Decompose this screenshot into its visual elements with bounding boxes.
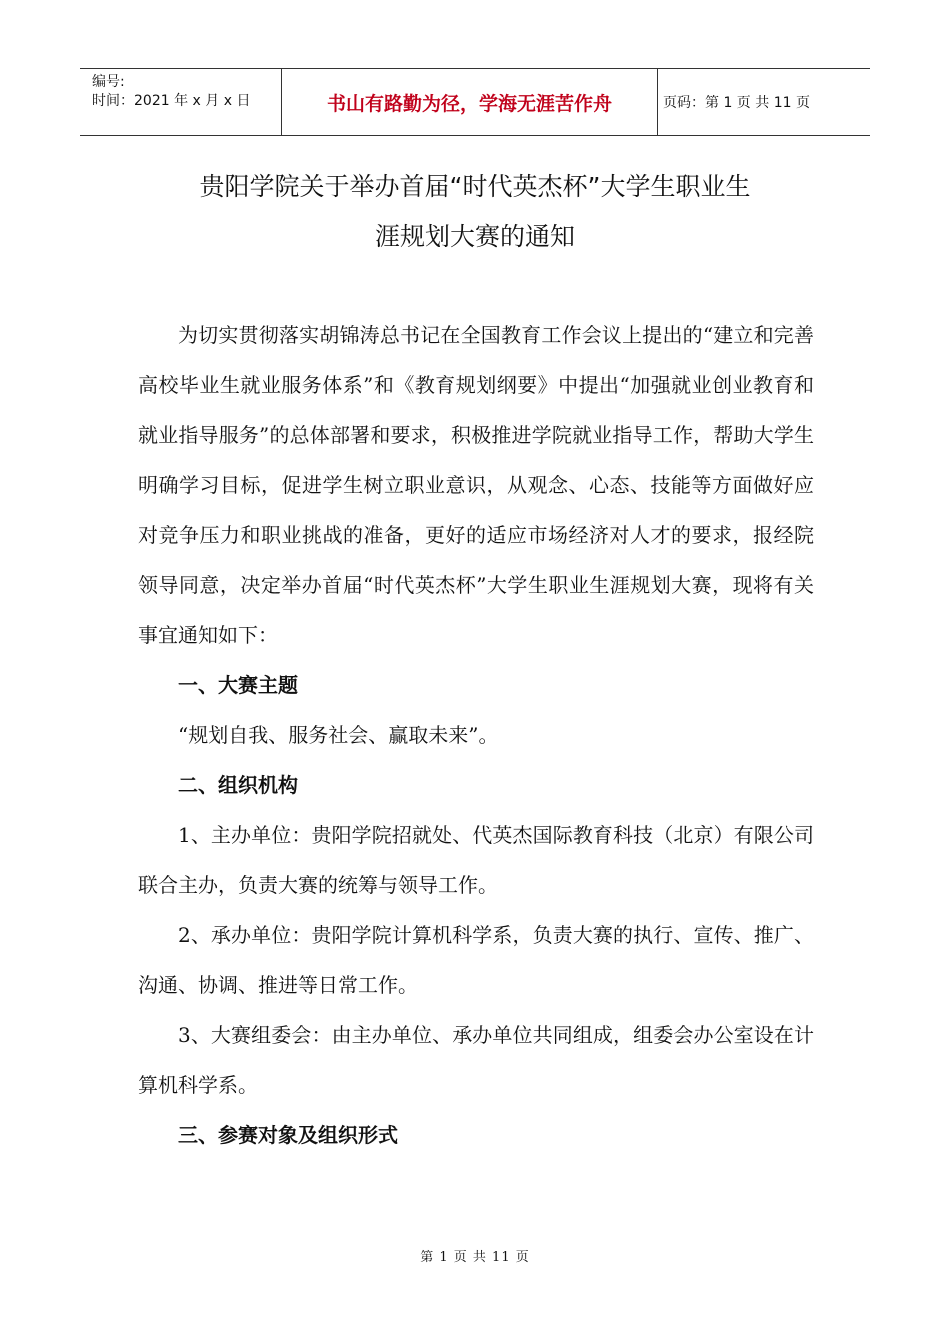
time-label: 时间：2021 年 x 月 x 日 — [92, 93, 251, 109]
section-heading-participants: 三、参赛对象及组织形式 — [178, 1123, 398, 1147]
intro-paragraph: 为切实贯彻落实胡锦涛总书记在全国教育工作会议上提出的“建立和完善高校毕业生就业服务体系”和《教育规划纲要》中提出“加强就业创业教育和就业指导服务”的总体部署和要求，积极推进学院就业指导工作，帮助大学生明确学习目标，促进学生树立职业意识，从观念、心态、技能等方面做好应对竞争压力和职业挑战的准备，更好的适应市场经济对人才的要求，报经院领导同意，决定举办首届“时代英杰杯”大学生职业生涯规划大赛，现将有关事宜通知如下： — [138, 323, 814, 647]
header-table — [80, 68, 870, 136]
section-heading-organization: 二、组织机构 — [178, 773, 298, 797]
title-line-2: 涯规划大赛的通知 — [374, 222, 575, 251]
org-item-host: 1、主办单位：贵阳学院招就处、代英杰国际教育科技（北京）有限公司联合主办，负责大赛的统筹与领导工作。 — [138, 823, 814, 897]
header-meta-cell — [80, 69, 282, 135]
code-label: 编号: — [92, 74, 125, 90]
theme-text: “规划自我、服务社会、赢取未来”。 — [178, 723, 499, 747]
page-footer: 第 1 页 共 11 页 — [420, 1250, 530, 1265]
page-info: 页码：第 1 页 共 11 页 — [663, 95, 810, 111]
document-body — [138, 310, 814, 1160]
section-heading-theme: 一、大赛主题 — [178, 673, 298, 697]
motto: 书山有路勤为径，学海无涯苦作舟 — [282, 69, 658, 135]
document-title — [80, 162, 870, 262]
org-item-organizer: 2、承办单位：贵阳学院计算机科学系，负责大赛的执行、宣传、推广、沟通、协调、推进等日常工作。 — [138, 923, 814, 997]
org-item-committee: 3、大赛组委会：由主办单位、承办单位共同组成，组委会办公室设在计算机科学系。 — [138, 1023, 814, 1097]
title-line-1: 贵阳学院关于举办首届“时代英杰杯”大学生职业生 — [199, 172, 751, 201]
